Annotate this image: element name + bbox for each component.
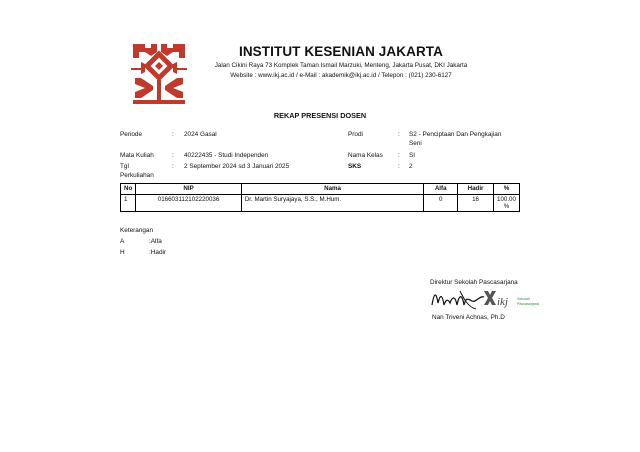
kelas-value: SI xyxy=(409,152,416,159)
sks-colon: : xyxy=(398,163,400,170)
cell-nip: 016603112102220036 xyxy=(136,195,242,212)
institution-contact: Website : www.ikj.ac.id / e-Mail : akademik@ikj.ac.id / Telepon : (021) 230-6127 xyxy=(230,72,452,79)
attendance-table xyxy=(120,183,520,212)
prodi-label: Prodi xyxy=(348,131,363,138)
col-header-nip: NIP xyxy=(136,184,242,195)
prodi-colon: : xyxy=(398,131,400,138)
col-header-percent: % xyxy=(493,184,519,195)
signature-stamp-icon xyxy=(430,285,539,313)
table-row xyxy=(121,195,520,212)
periode-colon: : xyxy=(172,131,174,138)
tgl-value: 2 September 2024 sd 3 Januari 2025 xyxy=(184,163,290,170)
cell-hadir: 16 xyxy=(458,195,494,212)
cell-percent xyxy=(493,195,519,212)
col-header-nama: Nama xyxy=(241,184,423,195)
col-header-no: No xyxy=(121,184,136,195)
institution-name: INSTITUT KESENIAN JAKARTA xyxy=(238,44,443,59)
stamp-logo-text: ikj xyxy=(497,296,508,308)
periode-label: Periode xyxy=(120,131,143,138)
percent-sign: % xyxy=(503,203,510,210)
signatory-name: Nan Triveni Achnas, Ph.D xyxy=(432,314,505,321)
stamp-line-2: Pascasarjana xyxy=(517,302,539,306)
matkul-colon: : xyxy=(172,152,174,159)
cell-alfa: 0 xyxy=(424,195,458,212)
col-header-alfa: Alfa xyxy=(424,184,458,195)
kelas-label: Nama Kelas xyxy=(348,152,383,159)
legend-code-a: A xyxy=(120,238,125,245)
table-header-row xyxy=(121,184,520,195)
matkul-value: 40222435 - Studi Independen xyxy=(184,152,269,159)
percent-value: 100.00 xyxy=(497,196,516,203)
cell-nama: Dr. Martin Suryajaya, S.S., M.Hum. xyxy=(241,195,423,212)
tgl-label-cont: Perkuliahan xyxy=(120,172,154,179)
ikj-logo-icon xyxy=(131,42,187,104)
kelas-colon: : xyxy=(398,152,400,159)
stamp-line-1: Sekolah xyxy=(517,297,530,301)
prodi-value-cont: Seni xyxy=(409,140,422,147)
legend-title: Keterangan xyxy=(120,227,154,234)
cell-no: 1 xyxy=(121,195,136,212)
periode-value: 2024 Gasal xyxy=(184,131,217,138)
prodi-value: S2 - Penciptaan Dan Pengkajian xyxy=(409,131,502,138)
institution-address: Jalan Cikini Raya 73 Komplek Taman Ismail Marzuki, Menteng, Jakarta Pusat, DKI Jakarta xyxy=(214,62,468,69)
legend-code-h: H xyxy=(120,249,125,256)
col-header-hadir: Hadir xyxy=(458,184,494,195)
tgl-colon: : xyxy=(172,163,174,170)
sks-label: SKS xyxy=(348,163,362,170)
document-title: REKAP PRESENSI DOSEN xyxy=(273,111,367,120)
matkul-label: Mata Kuliah xyxy=(120,152,154,159)
legend-desc-a: :Alfa xyxy=(149,238,162,245)
signatory-role: Direktur Sekolah Pascasarjana xyxy=(430,279,518,286)
legend-desc-h: :Hadir xyxy=(149,249,167,256)
tgl-label: Tgl xyxy=(120,163,129,170)
sks-value: 2 xyxy=(409,163,413,170)
